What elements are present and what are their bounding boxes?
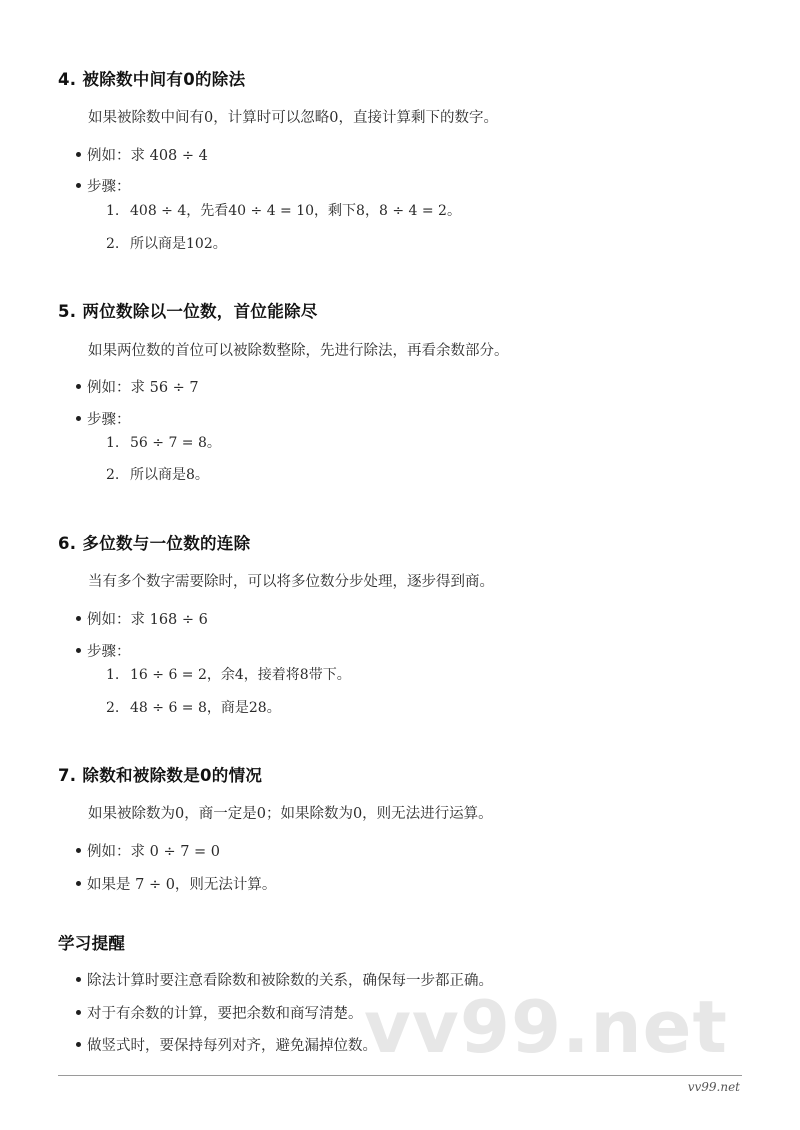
section-6-heading: 6. 多位数与一位数的连除 xyxy=(58,534,251,553)
step-text: 16 ÷ 6 = 2，余4，接着将8带下。 xyxy=(130,667,351,683)
step-number: 1. xyxy=(106,203,120,219)
bullet-dot xyxy=(76,848,81,853)
tips-bullet-1-text: 除法计算时要注意看除数和被除数的关系，确保每一步都正确。 xyxy=(87,973,493,989)
section-6-step-2 xyxy=(106,697,281,717)
section-4-intro: 如果被除数中间有0，计算时可以忽略0，直接计算剩下的数字。 xyxy=(88,110,498,126)
bullet-dot xyxy=(76,977,81,982)
section-6-example xyxy=(76,608,208,629)
bullet-dot xyxy=(76,183,81,188)
tips-bullet-2 xyxy=(76,1002,363,1023)
step-text: 48 ÷ 6 = 8，商是28。 xyxy=(130,700,281,716)
bullet-dot xyxy=(76,416,81,421)
section-7-bullet-1 xyxy=(76,840,220,861)
section-5-steps-label xyxy=(76,408,131,429)
section-5-step-2 xyxy=(106,464,209,484)
section-6-intro: 当有多个数字需要除时，可以将多位数分步处理，逐步得到商。 xyxy=(88,574,494,590)
section-6-steps-label xyxy=(76,640,131,661)
bullet-dot xyxy=(76,881,81,886)
bullet-dot xyxy=(76,648,81,653)
step-number: 2. xyxy=(106,467,120,483)
section-5-heading: 5. 两位数除以一位数，首位能除尽 xyxy=(58,302,318,321)
section-5-example xyxy=(76,376,199,397)
step-number: 1. xyxy=(106,667,120,683)
step-text: 所以商是8。 xyxy=(130,467,209,483)
section-6-example-text: 例如：求 168 ÷ 6 xyxy=(87,612,208,628)
bullet-dot xyxy=(76,1010,81,1015)
section-7-bullet-2 xyxy=(76,873,276,894)
footer-divider xyxy=(58,1075,742,1076)
step-number: 2. xyxy=(106,700,120,716)
step-text: 所以商是102。 xyxy=(130,236,227,252)
tips-heading: 学习提醒 xyxy=(58,934,126,953)
section-4-example-text: 例如：求 408 ÷ 4 xyxy=(87,148,208,164)
section-5-steps-label-text: 步骤： xyxy=(87,412,131,428)
section-5-step-1 xyxy=(106,432,221,452)
section-7-bullet-2-text: 如果是 7 ÷ 0，则无法计算。 xyxy=(87,877,277,893)
tips-bullet-2-text: 对于有余数的计算，要把余数和商写清楚。 xyxy=(87,1006,363,1022)
bullet-dot xyxy=(76,384,81,389)
bullet-dot xyxy=(76,1042,81,1047)
step-number: 2. xyxy=(106,236,120,252)
section-7-bullet-1-text: 例如：求 0 ÷ 7 = 0 xyxy=(87,844,221,860)
footer-site-link[interactable]: vv99.net xyxy=(687,1080,740,1094)
section-4-step-1 xyxy=(106,200,461,220)
tips-bullet-1 xyxy=(76,969,493,990)
bullet-dot xyxy=(76,152,81,157)
tips-bullet-3-text: 做竖式时，要保持每列对齐，避免漏掉位数。 xyxy=(87,1038,377,1054)
section-5-example-text: 例如：求 56 ÷ 7 xyxy=(87,380,199,396)
section-5-intro: 如果两位数的首位可以被除数整除，先进行除法，再看余数部分。 xyxy=(88,343,509,359)
tips-bullet-3 xyxy=(76,1034,377,1055)
section-7-heading: 7. 除数和被除数是0的情况 xyxy=(58,766,263,785)
section-6-steps-label-text: 步骤： xyxy=(87,644,131,660)
section-4-steps-label-text: 步骤： xyxy=(87,179,131,195)
step-number: 1. xyxy=(106,435,120,451)
step-text: 408 ÷ 4，先看40 ÷ 4 = 10，剩下8，8 ÷ 4 = 2。 xyxy=(130,203,461,219)
section-4-heading: 4. 被除数中间有0的除法 xyxy=(58,70,246,89)
section-4-steps-label xyxy=(76,175,131,196)
watermark-text: vv99.net xyxy=(364,985,728,1069)
section-7-intro: 如果被除数为0，商一定是0；如果除数为0，则无法进行运算。 xyxy=(88,806,493,822)
section-4-step-2 xyxy=(106,233,227,253)
bullet-dot xyxy=(76,616,81,621)
step-text: 56 ÷ 7 = 8。 xyxy=(130,435,221,451)
section-4-example xyxy=(76,144,208,165)
section-6-step-1 xyxy=(106,664,351,684)
